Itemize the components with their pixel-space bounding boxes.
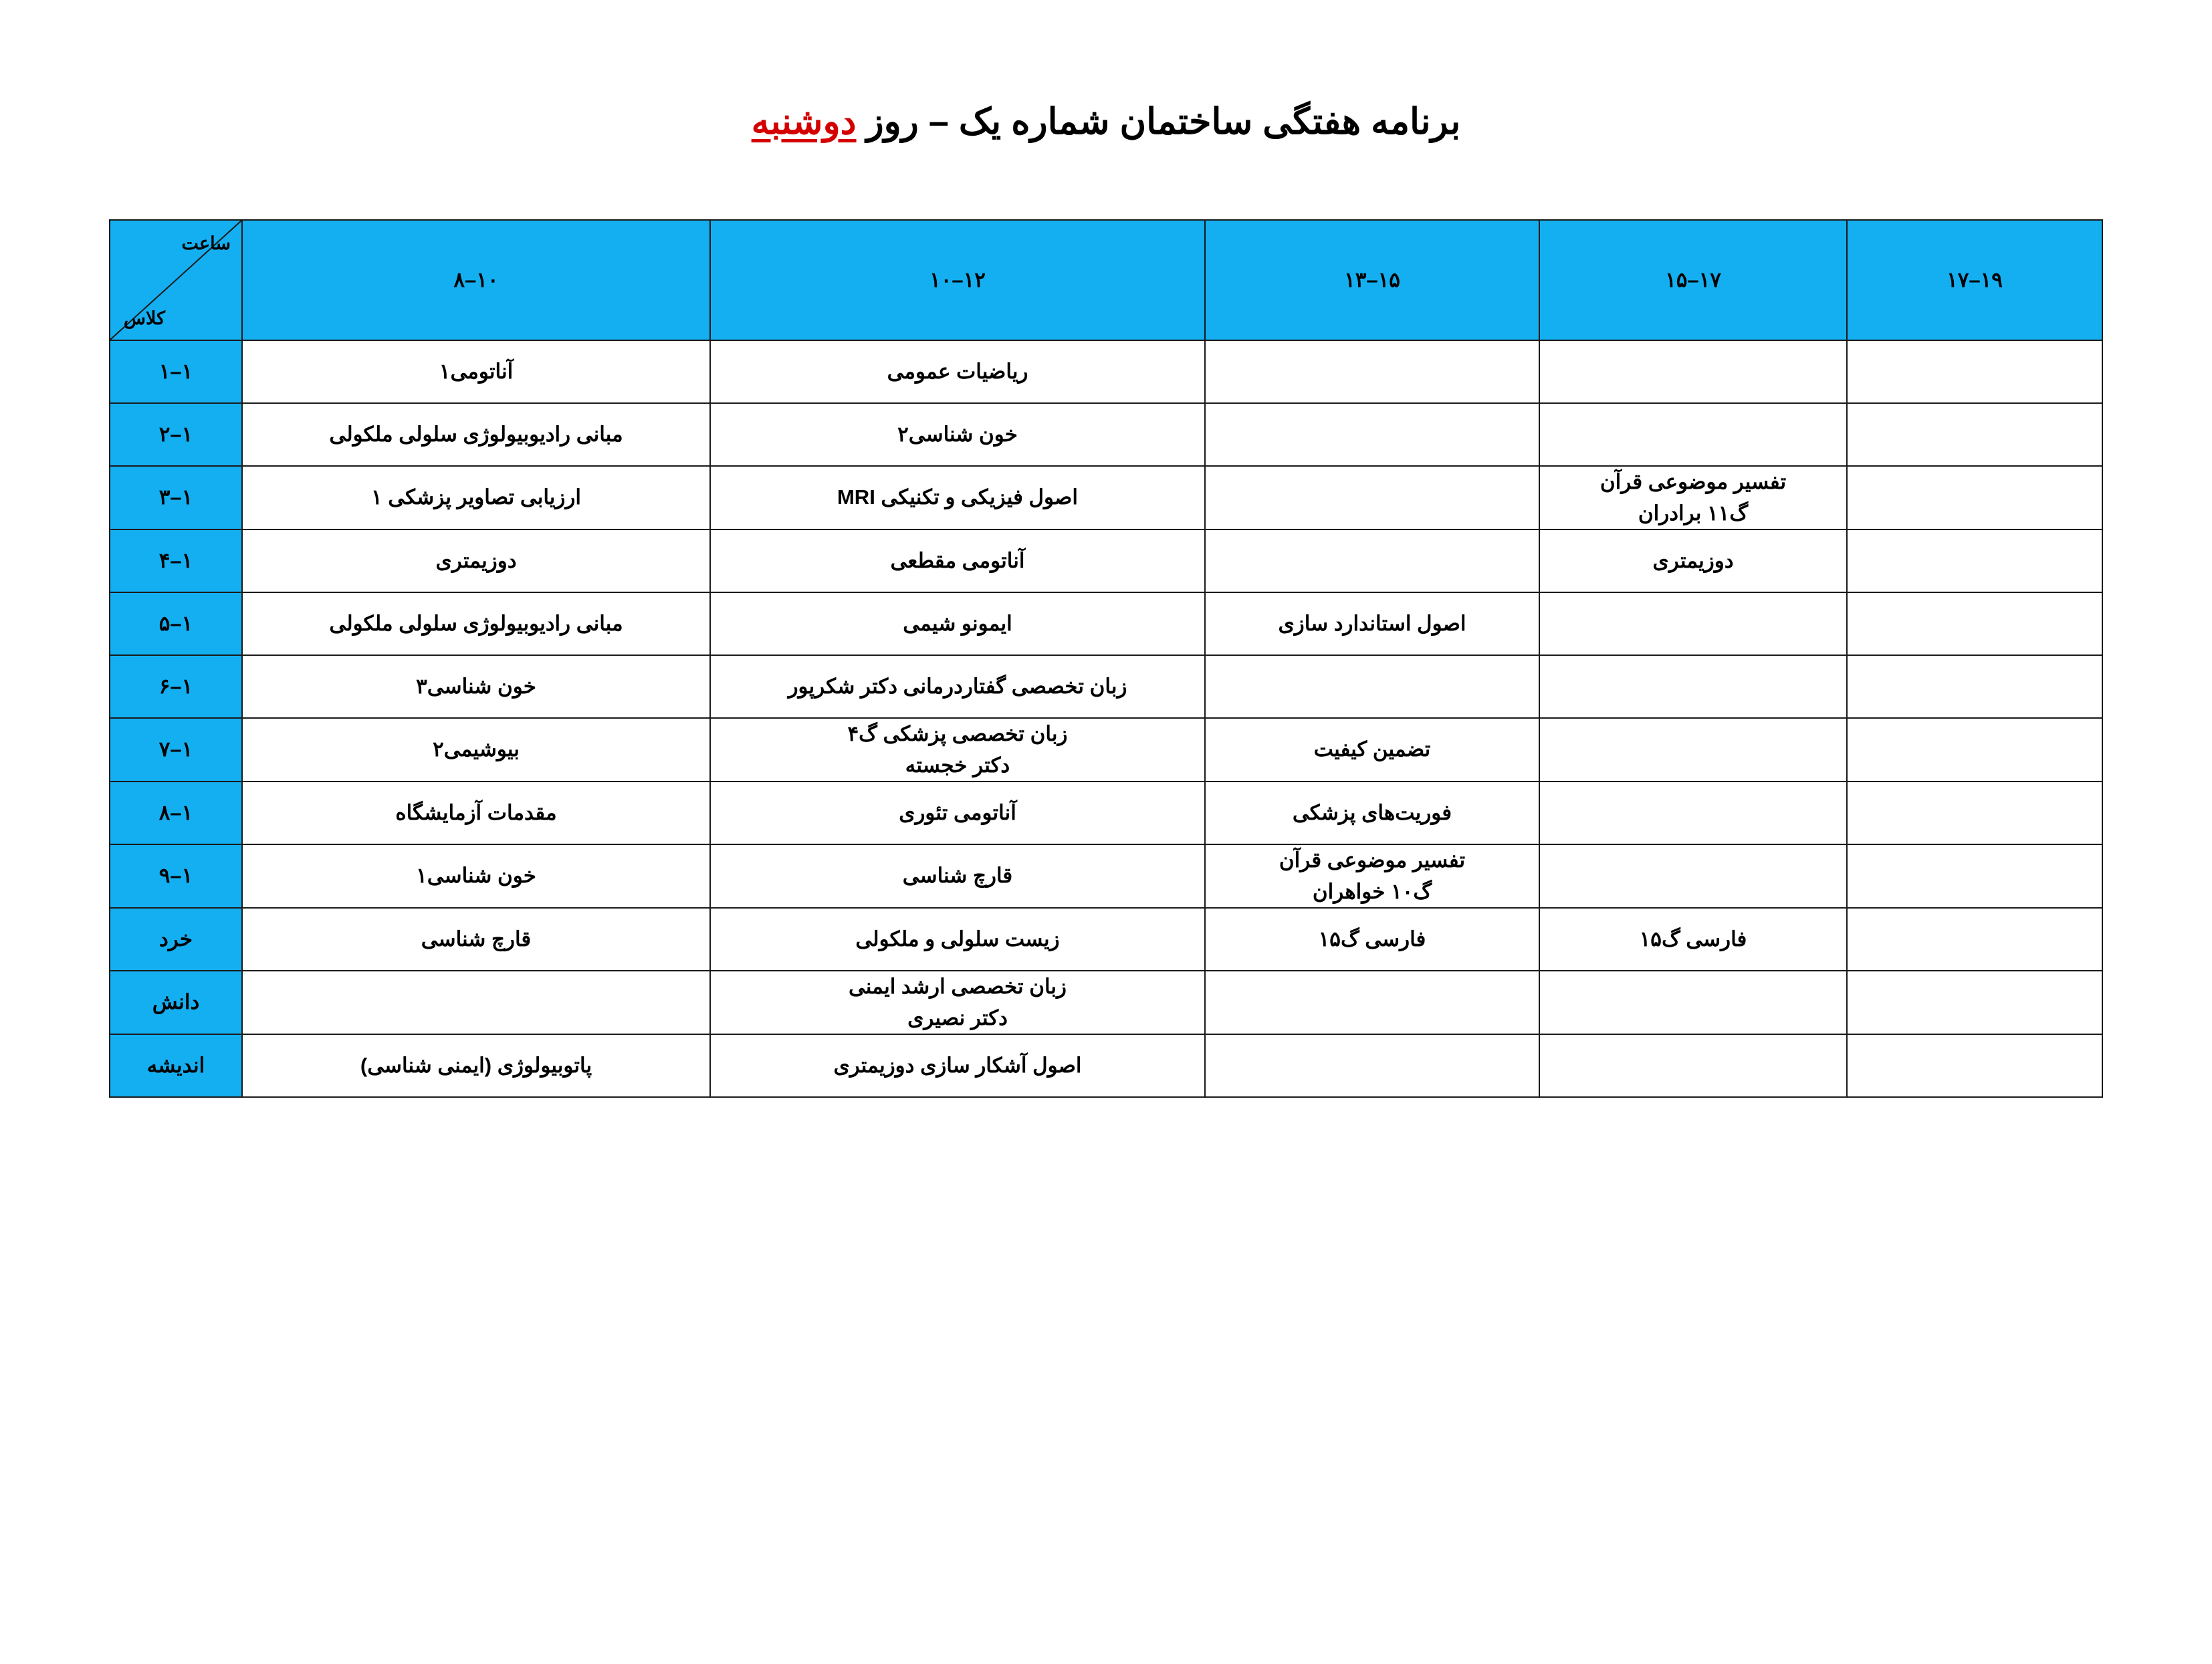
schedule-cell-line: زیست سلولی و ملکولی	[855, 927, 1060, 951]
schedule-cell	[1539, 403, 1847, 466]
schedule-cell	[1847, 1034, 2102, 1097]
schedule-cell-line: زبان تخصصی پزشکی گ۴	[847, 722, 1068, 745]
schedule-cell-line: مبانی رادیوبیولوژی سلولی ملکولی	[329, 422, 623, 446]
schedule-table-head	[110, 220, 2102, 340]
schedule-cell	[1205, 908, 1539, 971]
schedule-cell	[242, 782, 710, 844]
corner-header	[110, 220, 242, 340]
class-row-header: ۱–۵	[110, 592, 242, 655]
class-row-header: ۱–۸	[110, 782, 242, 844]
schedule-cell	[1539, 908, 1847, 971]
schedule-cell-line: گ۱۰ خواهران	[1312, 879, 1432, 903]
schedule-cell	[1847, 466, 2102, 529]
schedule-cell	[1847, 908, 2102, 971]
table-row	[110, 971, 2102, 1034]
table-row	[110, 403, 2102, 466]
schedule-cell	[242, 718, 710, 782]
class-row-header: دانش	[110, 971, 242, 1034]
schedule-cell-line: خون شناسی۲	[897, 422, 1018, 446]
schedule-cell	[242, 971, 710, 1034]
time-header-10-8: ۱۰–۸	[242, 220, 710, 340]
schedule-cell-line: ریاضیات عمومی	[887, 359, 1028, 383]
schedule-cell	[1847, 403, 2102, 466]
class-row-header: ۱–۱	[110, 340, 242, 403]
time-header-19-17: ۱۹–۱۷	[1847, 220, 2102, 340]
class-row-header: ۱–۴	[110, 529, 242, 592]
schedule-cell-line: زبان تخصصی ارشد ایمنی	[848, 975, 1067, 998]
schedule-cell-line: مبانی رادیوبیولوژی سلولی ملکولی	[329, 611, 623, 635]
schedule-cell-line: دوزیمتری	[1652, 548, 1734, 572]
schedule-cell	[1205, 403, 1539, 466]
schedule-cell	[242, 340, 710, 403]
schedule-cell	[1847, 971, 2102, 1034]
schedule-cell	[1205, 340, 1539, 403]
schedule-cell-line: خون شناسی۳	[416, 674, 536, 698]
table-row	[110, 718, 2102, 782]
schedule-cell	[1539, 466, 1847, 529]
corner-hour-label: ساعت	[181, 233, 231, 253]
schedule-cell-line: پاتوبیولوژی (ایمنی شناسی)	[360, 1053, 592, 1077]
schedule-cell-line: فارسی گ۱۵	[1639, 927, 1747, 951]
schedule-cell-line: آناتومی تئوری	[899, 800, 1016, 824]
schedule-cell	[1539, 782, 1847, 844]
schedule-cell	[1539, 718, 1847, 782]
class-row-header: ۱–۶	[110, 655, 242, 718]
class-row-header: ۱–۹	[110, 844, 242, 908]
schedule-cell-line: آناتومی۱	[439, 359, 514, 383]
schedule-cell-line: گ۱۱ برادران	[1638, 501, 1749, 525]
table-row	[110, 655, 2102, 718]
schedule-cell-line: ایمونو شیمی	[903, 611, 1012, 635]
table-row	[110, 466, 2102, 529]
schedule-cell	[1539, 592, 1847, 655]
schedule-cell	[242, 908, 710, 971]
schedule-cell	[1847, 529, 2102, 592]
schedule-cell-line: بیوشیمی۲	[433, 737, 520, 761]
table-row	[110, 529, 2102, 592]
schedule-cell	[242, 844, 710, 908]
time-header-12-10: ۱۲–۱۰	[710, 220, 1205, 340]
schedule-cell	[710, 971, 1205, 1034]
class-row-header: خرد	[110, 908, 242, 971]
schedule-cell	[710, 466, 1205, 529]
schedule-cell	[710, 340, 1205, 403]
schedule-cell-line: تفسیر موضوعی قرآن	[1279, 848, 1466, 872]
schedule-cell	[1205, 655, 1539, 718]
schedule-cell	[1539, 1034, 1847, 1097]
table-row	[110, 844, 2102, 908]
schedule-cell-line: زبان تخصصی گفتاردرمانی دکتر شکرپور	[788, 674, 1127, 698]
table-row	[110, 592, 2102, 655]
schedule-cell	[710, 655, 1205, 718]
page-title-accent: دوشنبه	[751, 102, 857, 142]
table-row	[110, 908, 2102, 971]
schedule-cell	[1205, 782, 1539, 844]
schedule-cell-line: فوریت‌های پزشکی	[1292, 800, 1452, 824]
schedule-cell	[710, 782, 1205, 844]
corner-class-label: کلاس	[124, 308, 165, 328]
schedule-cell	[1205, 466, 1539, 529]
schedule-cell	[1205, 529, 1539, 592]
schedule-cell-line: دوزیمتری	[435, 548, 517, 572]
schedule-cell	[1847, 782, 2102, 844]
schedule-cell	[1847, 844, 2102, 908]
schedule-cell	[242, 592, 710, 655]
schedule-table-body	[110, 340, 2102, 1097]
schedule-table-container	[0, 219, 2212, 1098]
schedule-cell-line: دکتر خجسته	[905, 753, 1010, 777]
schedule-cell-line: ارزیابی تصاویر پزشکی ۱	[371, 485, 581, 509]
schedule-cell	[242, 403, 710, 466]
schedule-cell	[1847, 718, 2102, 782]
class-row-header: ۱–۳	[110, 466, 242, 529]
schedule-cell	[1539, 340, 1847, 403]
schedule-cell	[1205, 1034, 1539, 1097]
schedule-cell	[1205, 718, 1539, 782]
schedule-table	[109, 219, 2103, 1098]
schedule-cell-line: اصول آشکار سازی دوزیمتری	[833, 1053, 1082, 1077]
schedule-cell	[710, 403, 1205, 466]
schedule-cell	[1205, 971, 1539, 1034]
schedule-cell	[710, 844, 1205, 908]
schedule-cell	[1205, 844, 1539, 908]
time-header-15-13: ۱۵–۱۳	[1205, 220, 1539, 340]
schedule-cell	[1205, 592, 1539, 655]
schedule-cell	[242, 466, 710, 529]
schedule-cell	[710, 529, 1205, 592]
class-row-header: اندیشه	[110, 1034, 242, 1097]
table-row	[110, 782, 2102, 844]
schedule-cell-line: تضمین کیفیت	[1313, 737, 1431, 761]
schedule-cell	[242, 655, 710, 718]
schedule-cell	[1847, 655, 2102, 718]
schedule-cell	[1539, 529, 1847, 592]
schedule-cell-line: تفسیر موضوعی قرآن	[1599, 470, 1787, 493]
table-row	[110, 1034, 2102, 1097]
schedule-cell	[710, 908, 1205, 971]
page-title-main: برنامه هفتگی ساختمان شماره یک – روز	[856, 102, 1461, 142]
schedule-cell-line: مقدمات آزمایشگاه	[395, 800, 557, 824]
table-row	[110, 340, 2102, 403]
schedule-cell	[242, 1034, 710, 1097]
header-row	[110, 220, 2102, 340]
class-row-header: ۱–۷	[110, 718, 242, 782]
class-row-header: ۱–۲	[110, 403, 242, 466]
schedule-cell	[1539, 655, 1847, 718]
schedule-cell	[710, 1034, 1205, 1097]
time-header-17-15: ۱۷–۱۵	[1539, 220, 1847, 340]
schedule-cell-line: دکتر نصیری	[907, 1005, 1008, 1030]
schedule-cell-line: اصول استاندارد سازی	[1278, 611, 1466, 635]
schedule-cell-line: آناتومی مقطعی	[890, 548, 1025, 572]
schedule-cell-line: فارسی گ۱۵	[1318, 927, 1426, 951]
schedule-cell	[1847, 340, 2102, 403]
schedule-cell	[1539, 844, 1847, 908]
schedule-cell	[1847, 592, 2102, 655]
schedule-cell-line: قارچ شناسی	[902, 864, 1013, 888]
schedule-cell-line: اصول فیزیکی و تکنیکی MRI	[837, 485, 1078, 509]
schedule-cell	[1539, 971, 1847, 1034]
schedule-cell-line: خون شناسی۱	[416, 864, 536, 888]
page	[0, 100, 2212, 1664]
schedule-cell	[710, 718, 1205, 782]
schedule-cell	[242, 529, 710, 592]
schedule-cell	[710, 592, 1205, 655]
schedule-cell-line: قارچ شناسی	[421, 927, 532, 951]
page-title	[0, 100, 2212, 142]
